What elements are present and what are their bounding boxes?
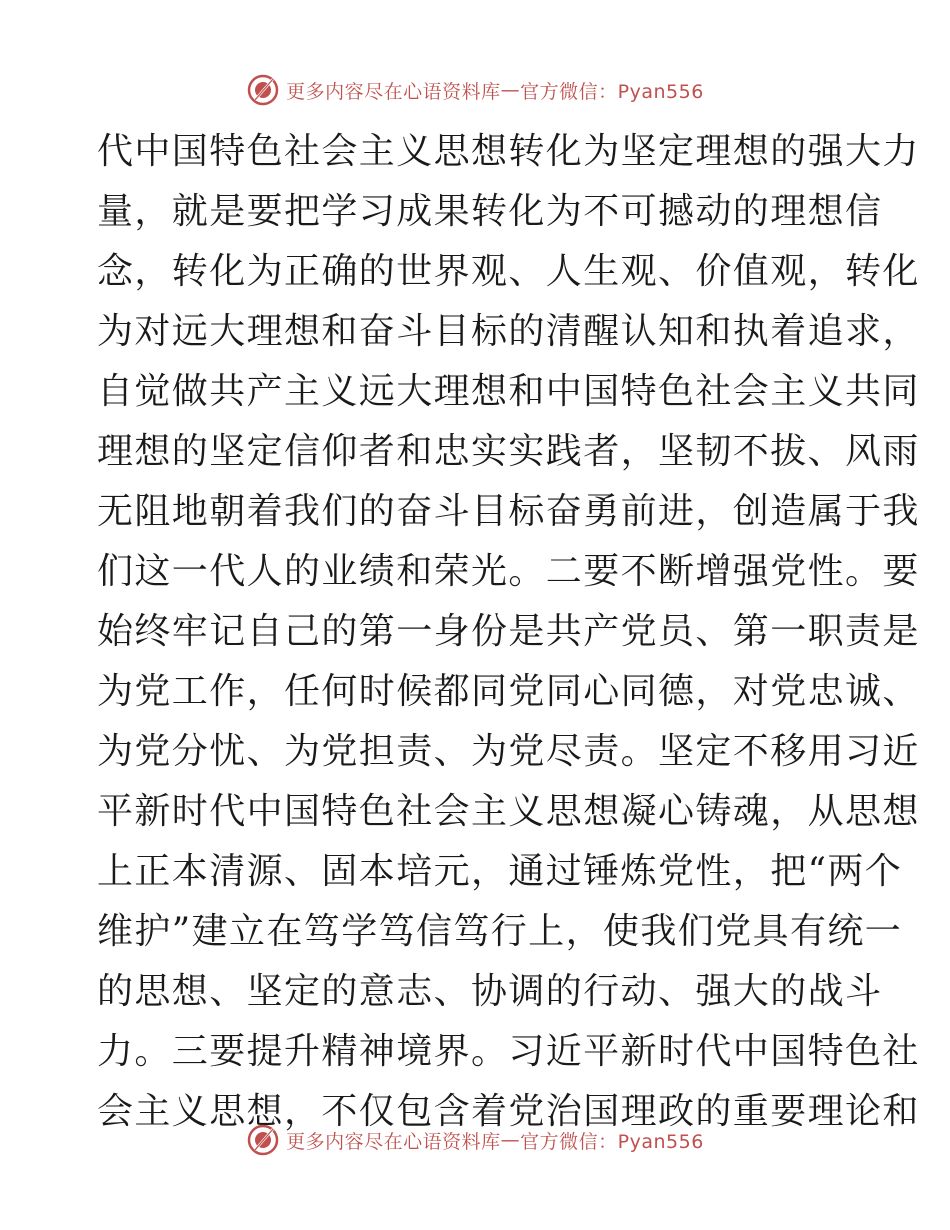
seal-quill-icon	[246, 1123, 280, 1157]
body-line: 始终牢记自己的第一身份是共产党员、第一职责是	[97, 611, 920, 652]
footer-brand-text: 更多内容尽在心语资料库	[286, 1130, 501, 1153]
body-line: 为对远大理想和奋斗目标的清醒认知和执着追求，	[97, 311, 920, 352]
body-line: 的思想、坚定的意志、协调的行动、强大的战斗	[97, 971, 883, 1012]
body-line: 念，转化为正确的世界观、人生观、价值观，转化	[97, 251, 920, 292]
footer-banner	[0, 1120, 950, 1160]
document-body	[97, 122, 920, 1142]
body-line: 理想的坚定信仰者和忠实实践者，坚韧不拔、风雨	[97, 431, 920, 472]
footer-separator: —	[500, 1129, 521, 1151]
header-separator: —	[500, 79, 521, 101]
body-line: 力。三要提升精神境界。习近平新时代中国特色社	[97, 1031, 920, 1072]
body-line: 平新时代中国特色社会主义思想凝心铸魂，从思想	[97, 791, 920, 832]
body-line: 量，就是要把学习成果转化为不可撼动的理想信	[97, 191, 883, 232]
body-line: 为党分忧、为党担责、为党尽责。坚定不移用习近	[97, 731, 920, 772]
body-line: 为党工作，任何时候都同党同心同德，对党忠诚、	[97, 671, 920, 712]
header-brand-text: 更多内容尽在心语资料库	[286, 80, 501, 103]
body-line: 上正本清源、固本培元，通过锤炼党性，把“两个	[97, 851, 903, 892]
body-line: 会主义思想，不仅包含着党治国理政的重要理论和	[97, 1091, 920, 1132]
body-line: 代中国特色社会主义思想转化为坚定理想的强大力	[97, 131, 920, 172]
body-line: 无阻地朝着我们的奋斗目标奋勇前进，创造属于我	[97, 491, 920, 532]
body-line: 们这一代人的业绩和荣光。二要不断增强党性。要	[97, 551, 920, 592]
body-line: 维护”建立在笃学笃信笃行上，使我们党具有统一	[97, 911, 903, 952]
header-banner	[0, 70, 950, 110]
seal-quill-icon	[246, 73, 280, 107]
body-line: 自觉做共产主义远大理想和中国特色社会主义共同	[97, 371, 920, 412]
header-wechat-text: 官方微信：Pyan556	[520, 80, 704, 103]
footer-wechat-text: 官方微信：Pyan556	[520, 1130, 704, 1153]
